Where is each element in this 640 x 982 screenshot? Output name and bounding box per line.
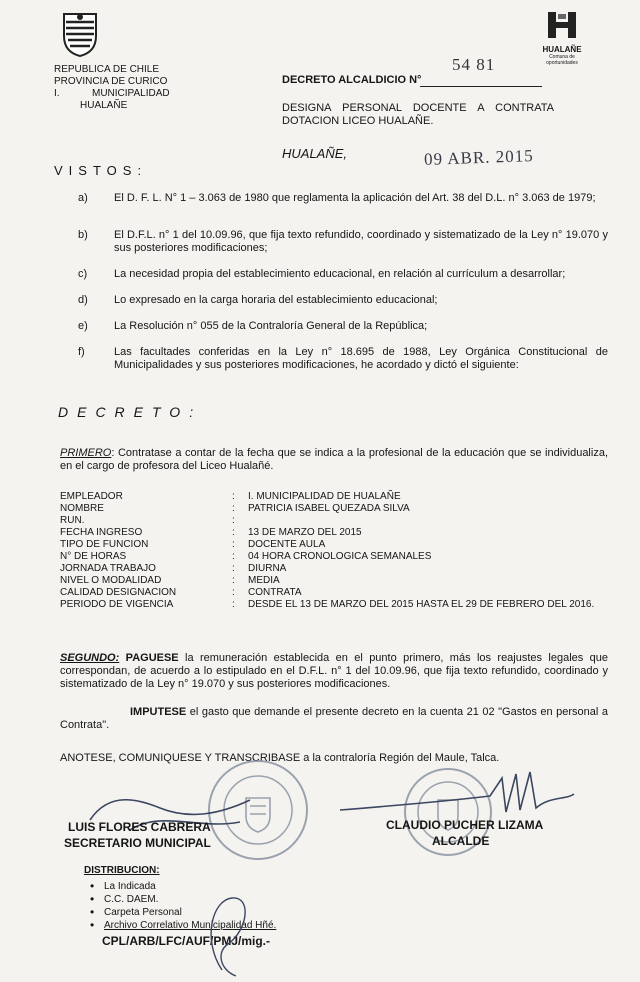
detail-row bbox=[60, 599, 608, 611]
detail-label: PERIODO DE VIGENCIA bbox=[60, 599, 174, 610]
employment-details bbox=[60, 491, 608, 611]
vistos-item-text: La necesidad propia del establecimiento educacional, en relación al currículum a desarrollar; bbox=[114, 268, 566, 280]
vistos-item-key: d) bbox=[78, 294, 88, 306]
detail-label: N° DE HORAS bbox=[60, 551, 127, 562]
vistos-item-key: f) bbox=[78, 346, 85, 358]
distribution-heading: DISTRIBUCION: bbox=[84, 865, 160, 876]
primero-label: PRIMERO bbox=[60, 447, 112, 459]
detail-label: CALIDAD DESIGNACION bbox=[60, 587, 177, 598]
detail-value: 13 DE MARZO DEL 2015 bbox=[248, 527, 362, 538]
vistos-item-key: b) bbox=[78, 229, 88, 241]
anotese-line: ANOTESE, COMUNIQUESE Y TRANSCRIBASE a la contraloría Región del Maule, Talca. bbox=[60, 752, 500, 764]
issuer-line-country: REPUBLICA DE CHILE bbox=[54, 64, 160, 75]
primero-text: : Contratase a contar de la fecha que se indica a la profesional de la educación que se individualiza, en el cargo de profesora del Liceo Hualañé. bbox=[60, 447, 608, 472]
detail-value: PATRICIA ISABEL QUEZADA SILVA bbox=[248, 503, 410, 514]
issuer-line-prefix: I. bbox=[54, 88, 60, 99]
detail-value: MEDIA bbox=[248, 575, 280, 586]
municipal-coat-of-arms bbox=[58, 10, 102, 58]
distribution-code: CPL/ARB/LFC/AUF/PMJ/mig.- bbox=[102, 934, 270, 948]
distribution-item: • Archivo Correlativo Municipalidad Hñé. bbox=[104, 919, 276, 932]
detail-value: CONTRATA bbox=[248, 587, 302, 598]
issuer-line-province: PROVINCIA DE CURICO bbox=[54, 76, 168, 87]
detail-row bbox=[60, 491, 608, 503]
detail-value bbox=[248, 515, 608, 527]
detail-row bbox=[60, 527, 608, 539]
detail-colon: : bbox=[232, 491, 235, 502]
vistos-item-text: El D.F.L. n° 1 del 10.09.96, que fija texto refundido, coordinado y sistematizado de la Ley n° 19.070 y sus posteriores modificaciones; bbox=[114, 229, 608, 254]
detail-row bbox=[60, 551, 608, 563]
date-stamp: 09 ABR. 2015 bbox=[423, 146, 535, 169]
decree-number-line bbox=[420, 86, 542, 87]
issuer-block bbox=[54, 64, 194, 112]
detail-label: NOMBRE bbox=[60, 503, 104, 514]
hualane-logo-icon bbox=[545, 10, 579, 40]
imputese-paragraph bbox=[60, 706, 608, 732]
detail-label: RUN. bbox=[60, 515, 85, 526]
detail-label: TIPO DE FUNCION bbox=[60, 539, 149, 550]
detail-colon: : bbox=[232, 551, 235, 562]
detail-label: JORNADA TRABAJO bbox=[60, 563, 156, 574]
vistos-item-text: Lo expresado en la carga horaria del establecimiento educacional; bbox=[114, 294, 438, 306]
distribution-item: • C.C. DAEM. bbox=[104, 893, 276, 906]
detail-colon: : bbox=[232, 575, 235, 586]
detail-colon: : bbox=[232, 515, 235, 526]
detail-colon: : bbox=[232, 527, 235, 538]
segundo-bold: PAGUESE bbox=[125, 652, 179, 664]
detail-row bbox=[60, 539, 608, 551]
decree-title bbox=[282, 102, 554, 128]
mayor-name: CLAUDIO PUCHER LIZAMA bbox=[386, 818, 544, 832]
detail-colon: : bbox=[232, 563, 235, 574]
vistos-item-key: a) bbox=[78, 192, 88, 204]
issuer-line-municipality bbox=[54, 88, 194, 100]
imputese-text: el gasto que demande el presente decreto en la cuenta 21 02 "Gastos en personal a Contrata". bbox=[60, 706, 608, 731]
decree-number: 54 81 bbox=[452, 55, 496, 74]
hualane-logo bbox=[534, 10, 590, 66]
decreto-heading: DECRETO: bbox=[58, 404, 203, 420]
detail-row bbox=[60, 575, 608, 587]
detail-value: I. MUNICIPALIDAD DE HUALAÑE bbox=[248, 491, 401, 502]
detail-value: 04 HORA CRONOLOGICA SEMANALES bbox=[248, 551, 432, 562]
detail-row bbox=[60, 563, 608, 575]
logo-wordmark: HUALAÑE bbox=[542, 45, 582, 54]
logo-tagline: Comuna de oportunidades bbox=[546, 54, 578, 66]
vistos-heading: VISTOS: bbox=[54, 163, 148, 178]
detail-colon: : bbox=[232, 599, 235, 610]
detail-colon: : bbox=[232, 587, 235, 598]
detail-value: DESDE EL 13 DE MARZO DEL 2015 HASTA EL 29 DE FEBRERO DEL 2016. bbox=[248, 599, 595, 610]
segundo-paragraph bbox=[60, 652, 608, 691]
issuer-line-commune: HUALAÑE bbox=[80, 100, 128, 111]
vistos-item-key: c) bbox=[78, 268, 88, 280]
detail-colon: : bbox=[232, 503, 235, 514]
detail-colon: : bbox=[232, 539, 235, 550]
vistos-item-text: La Resolución n° 055 de la Contraloría General de la República; bbox=[114, 320, 428, 332]
primero-paragraph bbox=[60, 447, 608, 473]
vistos-item-key: e) bbox=[78, 320, 88, 332]
detail-value: DIURNA bbox=[248, 563, 287, 574]
detail-label: EMPLEADOR bbox=[60, 491, 123, 502]
decree-title-line-1: DESIGNA PERSONAL DOCENTE A CONTRATA bbox=[282, 102, 554, 114]
detail-label: NIVEL O MODALIDAD bbox=[60, 575, 162, 586]
detail-row bbox=[60, 515, 608, 527]
distribution-item: • Carpeta Personal bbox=[104, 906, 276, 919]
detail-label: FECHA INGRESO bbox=[60, 527, 143, 538]
distribution-item: • La Indicada bbox=[104, 880, 276, 893]
secretary-name: LUIS FLORES CABRERA bbox=[68, 820, 211, 834]
place: HUALAÑE, bbox=[282, 146, 348, 161]
vistos-item-text: Las facultades conferidas en la Ley n° 18.695 de 1988, Ley Orgánica Constitucional de Municipalidades y sus posteriores modificaciones, he acordado y dictó el siguiente: bbox=[114, 346, 608, 371]
decree-label: DECRETO ALCALDICIO N° bbox=[282, 74, 422, 86]
secretary-title: SECRETARIO MUNICIPAL bbox=[64, 836, 211, 850]
segundo-label: SEGUNDO: bbox=[60, 652, 120, 664]
detail-row bbox=[60, 503, 608, 515]
mayor-title: ALCALDE bbox=[432, 834, 490, 848]
decree-title-line-2: DOTACION LICEO HUALAÑE. bbox=[282, 115, 434, 127]
vistos-item-text: El D. F. L. N° 1 – 3.063 de 1980 que reglamenta la aplicación del Art. 38 del D.L. n° 3.063 de 1979; bbox=[114, 192, 596, 204]
detail-value: DOCENTE AULA bbox=[248, 539, 326, 550]
segundo-text: la remuneración establecida en el punto primero, más los reajustes legales que correspondan, de acuerdo a lo estipulado en el D.F.L. n° 1 del 10.09.96, que fija texto refundido, coordinado y sistematizado de la Ley n° 19.070 y sus posteriores modificaciones. bbox=[60, 652, 609, 690]
detail-row bbox=[60, 587, 608, 599]
initials-scribble bbox=[192, 890, 262, 980]
imputese-bold: IMPUTESE bbox=[130, 706, 187, 718]
issuer-line-municipalidad: MUNICIPALIDAD bbox=[92, 88, 170, 99]
